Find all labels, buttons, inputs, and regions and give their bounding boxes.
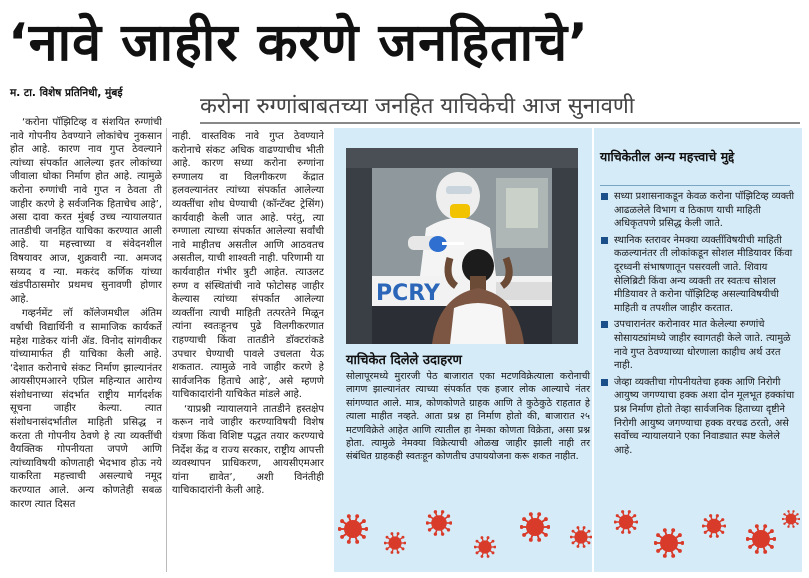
sidebar-title: याचिकेतील अन्य महत्त्वाचे मुद्दे xyxy=(600,149,735,164)
byline: म. टा. विशेष प्रतिनिधी, मुंबई xyxy=(10,87,123,99)
article-paragraph: ‘करोना पॉझिटिव्ह व संशयित रुग्णांची नावे गोपनीय ठेवण्याने लोकांचेच नुकसान होत आहे. कारण नाव गुप्त ठेवल्याने त्यांच्या संपर्कात आलेल्या इतर लोकांच्या जीवाला धोका निर्माण होत आहे. त्यामुळे करोना रुग्णांची नावे गुप्त न ठेवता ती जाहीर करणे हे सर्वजनिक हिताचेच आहे’, असा दावा करत मुंबई उच्च न्यायालयात तातडीची जनहित याचिका करण्यात आली आहे. या महत्त्वाच्या व संवेदनशील विषयावर आज, शुक्रवारी न्या. अमजद सय्यद व न्या. मकरंद कर्णिक यांच्या खंडपीठासमोर प्रथमच सुनावणी होणार आहे. xyxy=(10,117,162,305)
column-divider xyxy=(166,128,167,572)
bullet-text: उपचारानंतर करोनावर मात केलेल्या रुग्णांचे सोसायट्यांमध्ये जाहीर स्वागतही केले जाते. त्यामुळे नावे गुप्त ठेवण्याच्या धोरणाला काहीच अर्थ उरत नाही. xyxy=(614,319,791,372)
testing-booth-photo xyxy=(346,148,578,344)
bullet-square-icon xyxy=(601,193,608,200)
bullet-square-icon xyxy=(601,237,608,244)
subhead: करोना रुग्णांबाबतच्या जनहित याचिकेची आज सुनावणी xyxy=(200,90,800,124)
list-item xyxy=(600,376,796,458)
list-item xyxy=(600,318,796,372)
virus-icon xyxy=(614,510,638,534)
bullet-square-icon xyxy=(601,321,608,328)
virus-icon xyxy=(520,512,550,542)
article-paragraph: ‘याप्रश्नी न्यायालयाने तातडीने हस्तक्षेप करून नावे जाहीर करण्याविषयी विशेष यंत्रणा किंवा विशिष्ट पद्धत तयार करण्याचे निर्देश केंद्र व राज्य सरकार, राष्ट्रीय आपत्ती व्यवस्थापन प्राधिकरण, आयसीएमआर यांना द्यावेत’, अशी विनंतीही याचिकादारांनी केली आहे. xyxy=(172,403,324,497)
sidebar-bullet-list xyxy=(600,190,796,460)
virus-icon xyxy=(384,532,406,554)
example-title: याचिकेत दिलेले उदाहरण xyxy=(346,353,462,368)
headline: ‘नावे जाहीर करणे जनहिताचे’ xyxy=(8,13,589,73)
bus-text: PCRY xyxy=(376,281,440,306)
article-column-1 xyxy=(10,116,162,572)
virus-icon xyxy=(782,510,800,528)
virus-decoration xyxy=(334,506,802,572)
virus-icon xyxy=(474,536,496,558)
news-photo xyxy=(346,148,578,344)
article-paragraph: नाही. वास्तविक नावे गुप्त ठेवण्याने करोनाचे संकट अधिक वाढण्याचीच भीती आहे. कारण सध्या करोना रुग्णांना रुग्णालय वा विलगीकरण केंद्रात हलवल्यानंतर त्यांच्या संपर्कात आलेल्या व्यक्तींचा शोध घेण्याची (कॉन्टॅक्ट ट्रेसिंग) कार्यवाही केली जात आहे. परंतु, त्या रुग्णाला त्याच्या संपर्कात आलेल्या सर्वांची नावे माहीतच असतील आणि आठवतच असतील, याची शाश्वती नाही. परिणामी या कार्यवाहीत गंभीर त्रुटी आहेत. त्याउलट रुग्ण व संस्थितांची नावे फोटोसह जाहीर केल्यास त्यांच्या संपर्कात आलेल्या व्यक्तींना त्याची माहिती तत्परतेने मिळून त्यांना स्वतःहूनच पुढे विलगीकरणात राहण्याची किंवा तातडीने डॉक्टरांकडे उपचार घेण्याची पावले उचलता येऊ शकतात. त्यामुळे नावे जाहीर करणे हे सार्वजनिक हिताचे आहे’, असे म्हणणे याचिकादारांनी याचिकेत मांडले आहे. xyxy=(172,131,324,401)
sidebar-divider xyxy=(600,185,790,186)
virus-icon xyxy=(570,526,592,548)
bullet-text: जेव्हा व्यक्तीचा गोपनीयतेचा हक्क आणि निरोगी आयुष्य जगण्याचा हक्क अशा दोन मूलभूत हक्कांचा प्रश्न निर्माण होतो तेव्हा सार्वजनिक हिताच्या दृष्टीने निरोगी आयुष्य जगण्याचा हक्क वरचढ ठरतो, असे सर्वोच्च न्यायालयाने एका निवाड्यात स्पष्ट केलेले आहे. xyxy=(614,376,795,456)
list-item xyxy=(600,234,796,316)
bullet-square-icon xyxy=(601,379,608,386)
virus-icon xyxy=(702,514,726,538)
article-column-2 xyxy=(172,130,324,572)
list-item xyxy=(600,190,796,231)
example-body: सोलापूरमध्ये मुरारजी पेठ बाजारात एका मटणविक्रेत्याला करोनाची लागण झाल्यानंतर त्याच्या संपर्कात एक हजार लोक आल्याचे नंतर सांगण्यात आले. मात्र, कोणकोणते ग्राहक आणि ते कुठेकुठे राहतात हे त्याला माहीत नव्हते. आता प्रश्न हा निर्माण होतो की, बाजारात २५ मटणविक्रेते आहेत आणि त्यातील हा नेमका कोणता विक्रेता, असा प्रश्न होता. त्यामुळे नेमक्या विक्रेत्याची ओळख जाहीर झाली नाही तर संबंधित ग्राहकही स्वतःहून कोणतीच उपाययोजना करू शकत नाहीत. xyxy=(346,371,590,463)
virus-icon xyxy=(338,514,368,544)
virus-icon xyxy=(654,528,684,558)
virus-icon xyxy=(426,510,452,536)
article-paragraph: गव्हर्नमेंट लॉ कॉलेजमधील अंतिम वर्षाची विद्यार्थिनी व सामाजिक कार्यकर्ते महेश गाडेकर यांनी ॲड. विनोद सांगवीकर यांच्यामार्फत ही याचिका केली आहे. ‘देशात करोनाचे संकट निर्माण झाल्यानंतर आयसीएमआरने एप्रिल महिन्यात आरोग्य संशोधनाच्या संदर्भात राष्ट्रीय मार्गदर्शक सूचना जाहीर केल्या. त्यात संशोधनासंदर्भातील माहिती प्रसिद्ध न करता ती गोपनीय ठेवणे हे त्या व्यक्तींची वैयक्तिक गोपनीयता जपणे आणि त्यांच्याविषयी कोणताही भेदभाव होऊ नये याकरिता महत्त्वाची असल्याचे नमूद करण्यात आले. अन्य कोणतेही सबळ कारण त्यात दिसत xyxy=(10,308,162,510)
bullet-text: सध्या प्रशासनाकडून केवळ करोना पॉझिटिव्ह व्यक्ती आढळलेले विभाग व ठिकाण याची माहिती अधिकृतपणे प्रसिद्ध केली जाते. xyxy=(614,191,795,230)
virus-icon xyxy=(746,524,776,554)
bullet-text: स्थानिक स्तरावर नेमक्या व्यक्तींविषयीची माहिती कळल्यानंतर ती लोकांकडून सोशल मीडियावर किंवा दूरध्वनी संभाषणातून पसरवली जाते. शिवाय सेलिब्रिटी किंवा अन्य व्यक्ती तर स्वतःच सोशल मीडियावर ते करोना पॉझिटिव्ह असल्याविषयीची माहिती व तपशील जाहीर करतात. xyxy=(614,234,793,314)
